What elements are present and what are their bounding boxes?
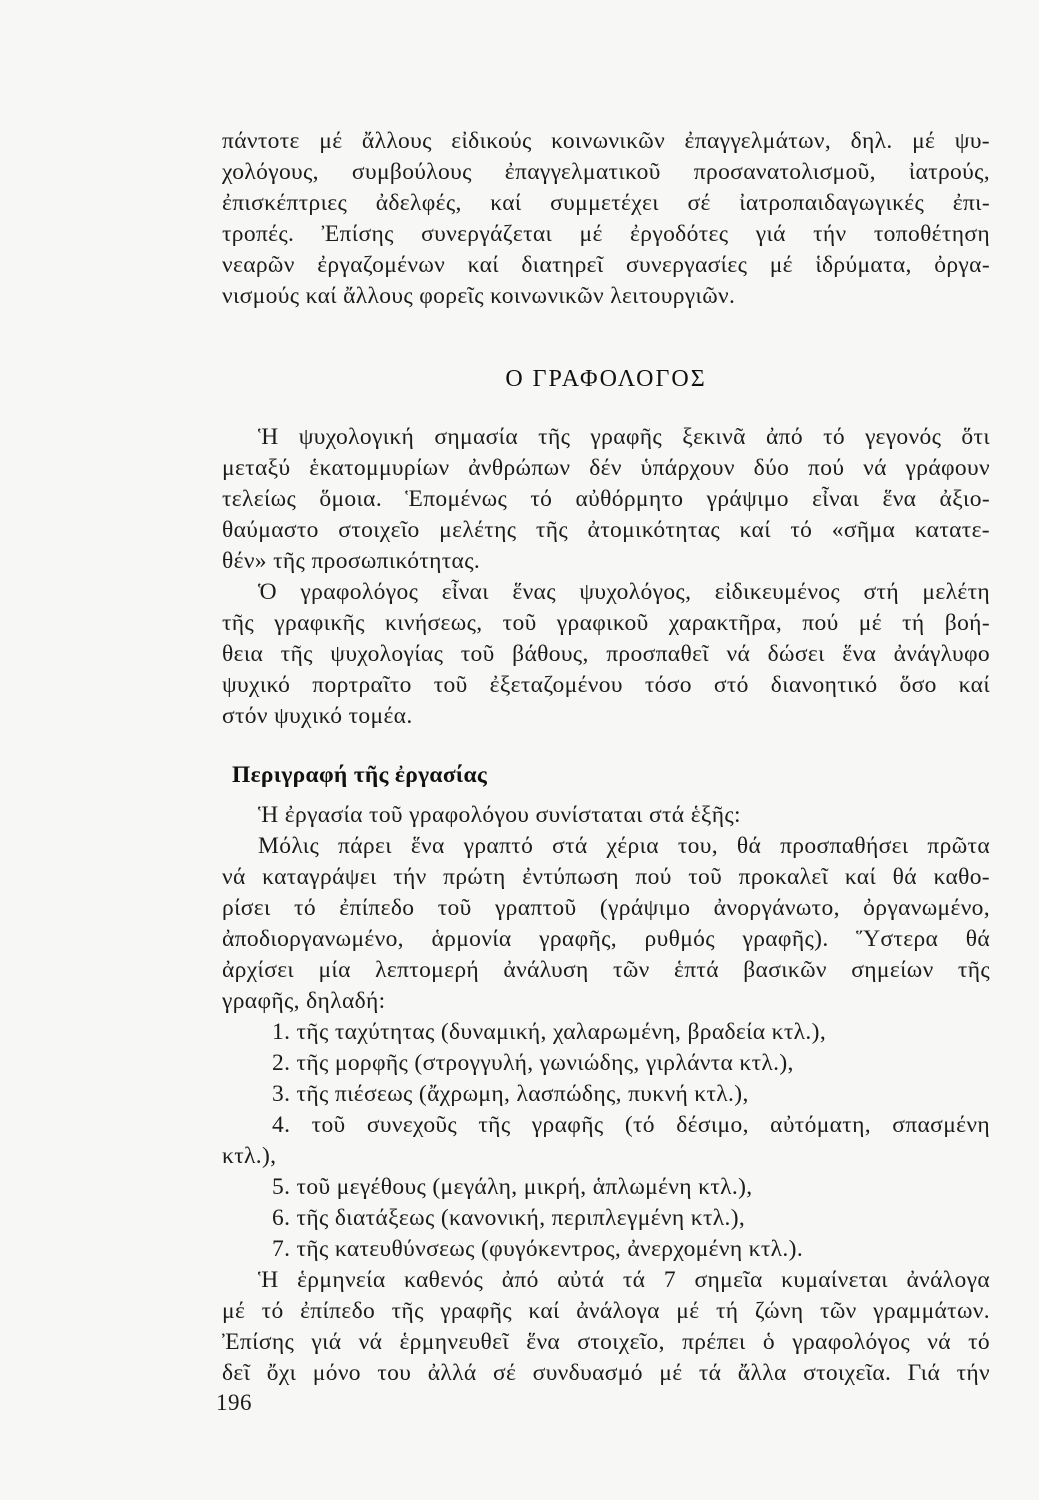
- text-line: τῆς γραφικῆς κινήσεως, τοῦ γραφικοῦ χαρακτῆρα, πού μέ τή βοή-: [222, 610, 990, 636]
- text-line: γραφῆς, δηλαδή:: [222, 988, 386, 1014]
- subsection-title: Περιγραφή τῆς ἐργασίας: [232, 762, 488, 788]
- text-line: μέ τό ἐπίπεδο τῆς γραφῆς καί ἀνάλογα μέ τή ζώνη τῶν γραμμάτων.: [222, 1298, 990, 1324]
- intro-paragraph-2: [222, 577, 990, 732]
- text-line: στόν ψυχικό τομέα.: [222, 703, 413, 729]
- list-item: 2. τῆς μορφῆς (στρογγυλή, γωνιώδης, γιρλάντα κτλ.),: [272, 1050, 794, 1076]
- text-line: θέν» τῆς προσωπικότητας.: [222, 548, 481, 574]
- text-line: πάντοτε μέ ἄλλους εἰδικούς κοινωνικῶν ἐπαγγελμάτων, δηλ. μέ ψυ-: [222, 128, 990, 154]
- text-line: νά καταγράψει τήν πρώτη ἐντύπωση πού τοῦ προκαλεῖ καί θά καθο-: [222, 864, 990, 890]
- text-line: δεῖ ὄχι μόνο του ἀλλά σέ συνδυασμό μέ τά ἄλλα στοιχεῖα. Γιά τήν: [222, 1360, 990, 1386]
- text-line: Ἐπίσης γιά νά ἑρμηνευθεῖ ἕνα στοιχεῖο, πρέπει ὁ γραφολόγος νά τό: [222, 1329, 990, 1355]
- text-line: θεια τῆς ψυχολογίας τοῦ βάθους, προσπαθεῖ νά δώσει ἕνα ἀνάγλυφο: [222, 641, 990, 667]
- text-line: ἀποδιοργανωμένο, ἁρμονία γραφῆς, ρυθμός γραφῆς). Ὕστερα θά: [222, 926, 990, 952]
- text-line: ἐπισκέπτριες ἀδελφές, καί συμμετέχει σέ ἰατροπαιδαγωγικές ἐπι-: [222, 190, 990, 216]
- text-line: ἀρχίσει μία λεπτομερή ἀνάλυση τῶν ἑπτά βασικῶν σημείων τῆς: [222, 957, 990, 983]
- top-paragraph: [222, 126, 990, 312]
- intro-paragraph-1: [222, 422, 990, 577]
- section-title: Ο ΓΡΑΦΟΛΟΓΟΣ: [505, 366, 707, 392]
- list-item-continuation: κτλ.),: [222, 1143, 277, 1169]
- text-line: νισμούς καί ἄλλους φορεῖς κοινωνικῶν λειτουργιῶν.: [222, 283, 736, 309]
- list-item: 4. τοῦ συνεχοῦς τῆς γραφῆς (τό δέσιμο, αὐτόματη, σπασμένη: [272, 1112, 990, 1138]
- text-line: Ὁ γραφολόγος εἶναι ἕνας ψυχολόγος, εἰδικευμένος στή μελέτη: [258, 579, 990, 605]
- text-line: χολόγους, συμβούλους ἐπαγγελματικοῦ προσανατολισμοῦ, ἰατρούς,: [222, 159, 990, 185]
- text-line: θαύμαστο στοιχεῖο μελέτης τῆς ἀτομικότητας καί τό «σῆμα κατατε-: [222, 517, 990, 543]
- list-item: 7. τῆς κατευθύνσεως (φυγόκεντρος, ἀνερχομένη κτλ.).: [272, 1236, 804, 1262]
- text-line: τροπές. Ἐπίσης συνεργάζεται μέ ἐργοδότες γιά τήν τοποθέτηση: [222, 221, 990, 247]
- list-item: 5. τοῦ μεγέθους (μεγάλη, μικρή, ἁπλωμένη κτλ.),: [272, 1174, 753, 1200]
- text-line: μεταξύ ἑκατομμυρίων ἀνθρώπων δέν ὑπάρχουν δύο πού νά γράφουν: [222, 455, 990, 481]
- text-line: τελείως ὅμοια. Ἑπομένως τό αὐθόρμητο γράψιμο εἶναι ἕνα ἀξιο-: [222, 486, 990, 512]
- page-number: 196: [216, 1390, 252, 1415]
- text-line: ρίσει τό ἐπίπεδο τοῦ γραπτοῦ (γράψιμο ἀνοργάνωτο, ὀργανωμένο,: [222, 895, 990, 921]
- text-line: νεαρῶν ἐργαζομένων καί διατηρεῖ συνεργασίες μέ ἱδρύματα, ὀργα-: [222, 252, 990, 278]
- list-item: 1. τῆς ταχύτητας (δυναμική, χαλαρωμένη, βραδεία κτλ.),: [272, 1019, 827, 1045]
- list-item: 6. τῆς διατάξεως (κανονική, περιπλεγμένη κτλ.),: [272, 1205, 746, 1231]
- text-line: Ἡ ἐργασία τοῦ γραφολόγου συνίσταται στά ἑξῆς:: [258, 802, 741, 828]
- text-line: ψυχικό πορτραῖτο τοῦ ἐξεταζομένου τόσο στό διανοητικό ὅσο καί: [222, 672, 990, 698]
- text-line: Μόλις πάρει ἕνα γραπτό στά χέρια του, θά προσπαθήσει πρῶτα: [258, 833, 990, 859]
- work-description: [222, 800, 990, 1389]
- list-item: 3. τῆς πιέσεως (ἄχρωμη, λασπώδης, πυκνή κτλ.),: [272, 1081, 749, 1107]
- text-line: Ἡ ἑρμηνεία καθενός ἀπό αὐτά τά 7 σημεῖα κυμαίνεται ἀνάλογα: [258, 1267, 990, 1293]
- text-line: Ἡ ψυχολογική σημασία τῆς γραφῆς ξεκινᾶ ἀπό τό γεγονός ὅτι: [258, 424, 990, 450]
